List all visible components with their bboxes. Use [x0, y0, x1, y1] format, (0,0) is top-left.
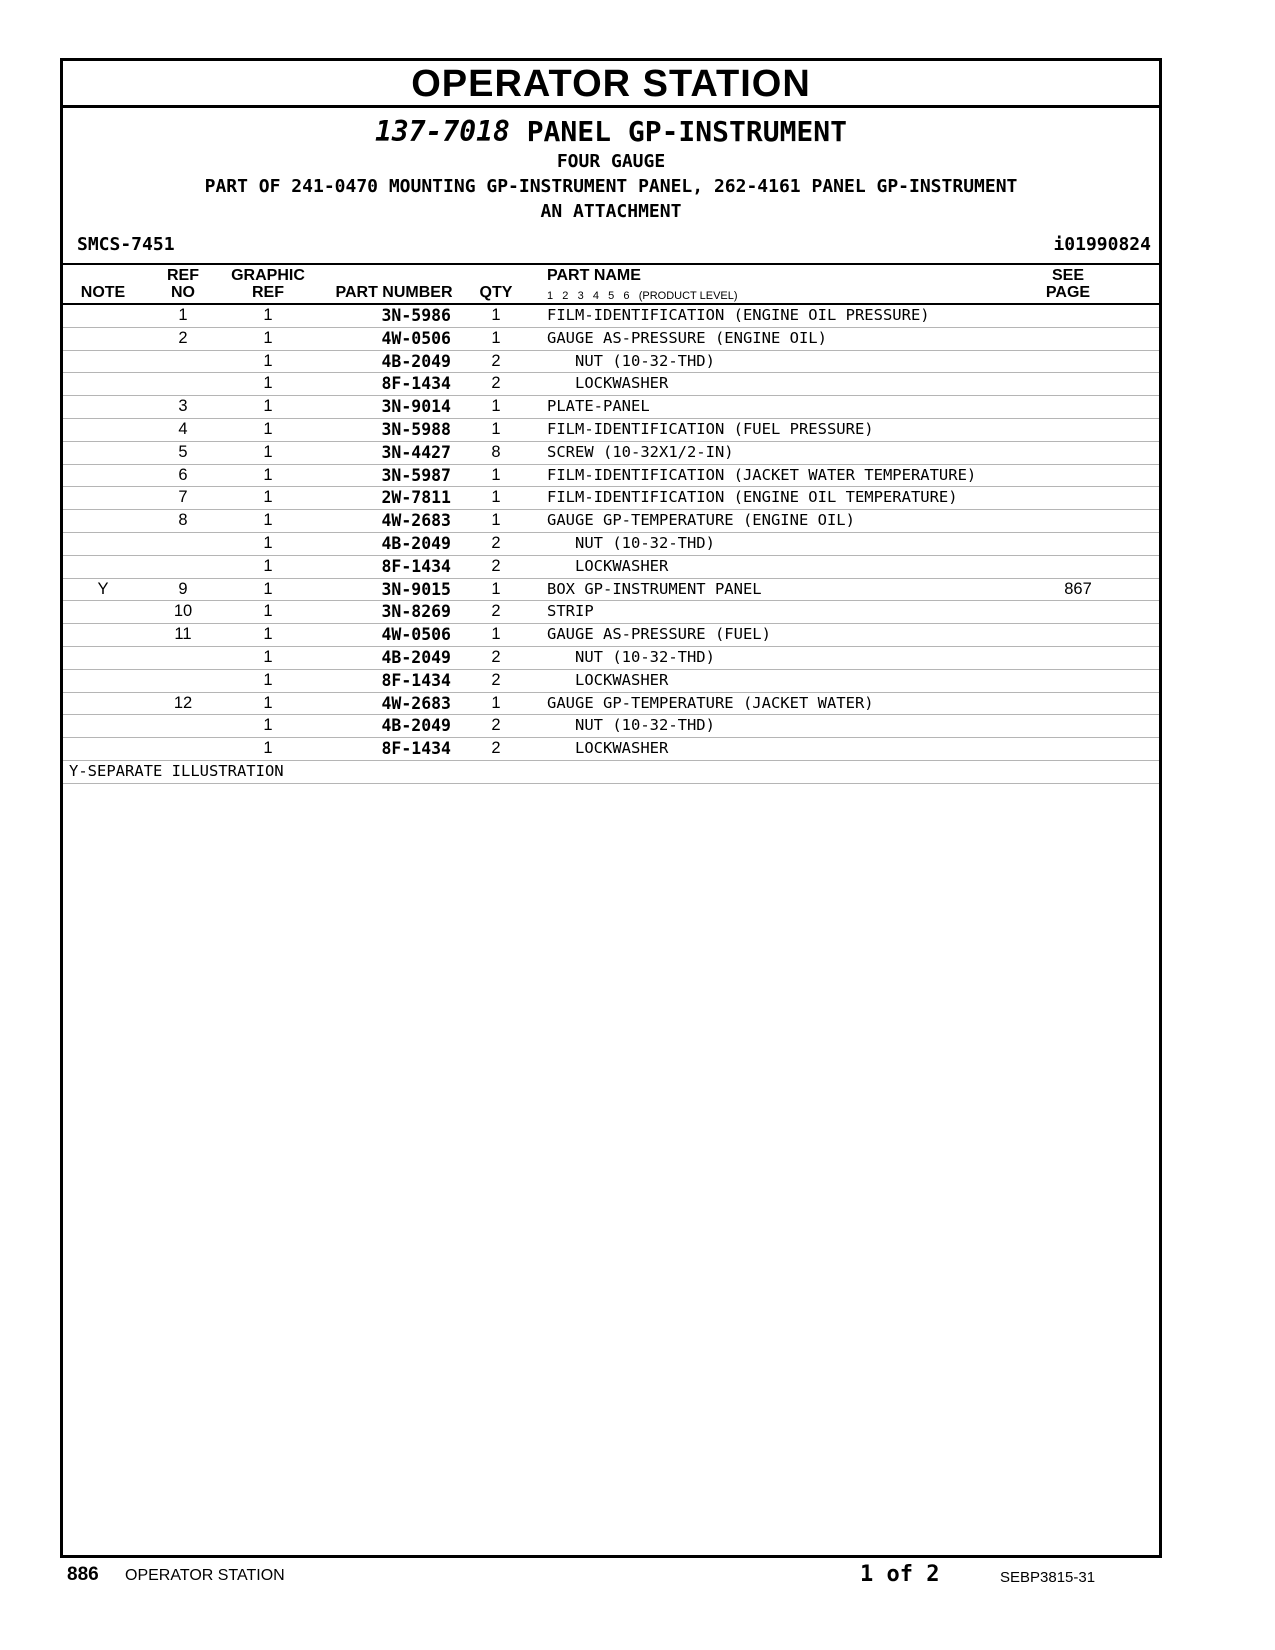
qty-cell: 1 [491, 465, 501, 484]
qty-cell: 2 [491, 716, 501, 735]
part-number-cell: 2W-7811 [381, 488, 451, 508]
col-graphic-ref-line1: GRAPHIC [231, 267, 305, 284]
graphic-ref-cell: 1 [263, 670, 273, 689]
qty-cell: 2 [491, 374, 501, 393]
part-name-cell: GAUGE AS-PRESSURE (FUEL) [547, 625, 771, 644]
part-name-cell: NUT (10-32-THD) [547, 716, 715, 735]
part-number-cell: 8F-1434 [381, 739, 451, 759]
product-levels: 1 2 3 4 5 6 (PRODUCT LEVEL) [547, 290, 738, 302]
col-part-name: PART NAME [547, 267, 641, 284]
table-row [63, 693, 1159, 716]
table-row [63, 715, 1159, 738]
table-row [63, 670, 1159, 693]
part-number-cell: 3N-9014 [381, 397, 451, 417]
part-number-cell: 3N-5988 [381, 419, 451, 439]
table-row [63, 465, 1159, 488]
page-frame [60, 58, 1162, 1558]
part-name-cell: FILM-IDENTIFICATION (ENGINE OIL PRESSURE) [547, 306, 930, 324]
graphic-ref-cell: 1 [263, 374, 273, 393]
parts-table [63, 305, 1159, 784]
graphic-ref-cell: 1 [263, 306, 273, 324]
part-number-cell: 3N-8269 [381, 602, 451, 622]
part-number-cell: 4B-2049 [381, 533, 451, 553]
col-ref-no-line1: REF [167, 267, 199, 284]
col-qty: QTY [479, 284, 513, 301]
col-graphic-ref [223, 267, 313, 301]
part-number-cell: 8F-1434 [381, 374, 451, 394]
qty-cell: 1 [491, 488, 501, 507]
graphic-ref-cell: 1 [263, 328, 273, 347]
part-name-cell: NUT (10-32-THD) [547, 647, 715, 666]
qty-cell: 8 [491, 442, 501, 461]
part-name-cell: FILM-IDENTIFICATION (JACKET WATER TEMPERATURE) [547, 465, 977, 484]
qty-cell: 1 [491, 306, 501, 324]
footer-section: OPERATOR STATION [125, 1567, 285, 1584]
ref-no-cell: 7 [178, 488, 188, 507]
table-row [63, 647, 1159, 670]
ref-no-cell: 9 [178, 579, 188, 598]
graphic-ref-cell: 1 [263, 442, 273, 461]
part-number-cell: 4B-2049 [381, 647, 451, 667]
graphic-ref-cell: 1 [263, 465, 273, 484]
graphic-ref-cell: 1 [263, 488, 273, 507]
ref-no-cell: 1 [178, 306, 188, 324]
table-row [63, 556, 1159, 579]
ref-no-cell: 3 [178, 397, 188, 416]
part-name-cell: BOX GP-INSTRUMENT PANEL [547, 579, 762, 598]
table-row [63, 373, 1159, 396]
qty-cell: 1 [491, 328, 501, 347]
part-number-cell: 4W-0506 [381, 625, 451, 645]
col-see-page-line1: SEE [1051, 267, 1084, 284]
table-row [63, 533, 1159, 556]
col-note: NOTE [80, 284, 126, 301]
graphic-ref-cell: 1 [263, 693, 273, 712]
ref-no-cell: 8 [178, 511, 188, 530]
ref-no-cell: 12 [173, 693, 193, 712]
part-number-cell: 4W-0506 [381, 328, 451, 348]
graphic-ref-cell: 1 [263, 351, 273, 370]
graphic-ref-cell: 1 [263, 556, 273, 575]
smcs-code: SMCS-7451 [77, 234, 175, 255]
part-title [63, 115, 1159, 149]
qty-cell: 1 [491, 579, 501, 598]
graphic-ref-cell: 1 [263, 647, 273, 666]
footer-page-number: 886 [67, 1564, 99, 1585]
part-name-cell: FILM-IDENTIFICATION (FUEL PRESSURE) [547, 419, 874, 438]
part-name-cell: STRIP [547, 602, 594, 621]
qty-cell: 1 [491, 419, 501, 438]
qty-cell: 2 [491, 647, 501, 666]
part-name-cell: FILM-IDENTIFICATION (ENGINE OIL TEMPERATURE) [547, 488, 958, 507]
ref-no-cell: 4 [178, 419, 188, 438]
part-title-text: PANEL GP-INSTRUMENT [526, 115, 847, 148]
qty-cell: 2 [491, 739, 501, 758]
qty-cell: 1 [491, 511, 501, 530]
ref-no-cell: 6 [178, 465, 188, 484]
part-number-cell: 8F-1434 [381, 556, 451, 576]
illustration-id: i01990824 [1053, 234, 1151, 255]
ref-no-cell: 5 [178, 442, 188, 461]
part-name-cell: NUT (10-32-THD) [547, 533, 715, 552]
part-name-cell: LOCKWASHER [547, 556, 669, 575]
table-row [63, 442, 1159, 465]
table-row [63, 738, 1159, 761]
footnote: Y-SEPARATE ILLUSTRATION [63, 761, 1159, 784]
col-see-page-line2: PAGE [1045, 284, 1091, 301]
graphic-ref-cell: 1 [263, 625, 273, 644]
part-number-cell: 3N-4427 [381, 442, 451, 462]
graphic-ref-cell: 1 [263, 419, 273, 438]
table-row [63, 601, 1159, 624]
part-of-line: PART OF 241-0470 MOUNTING GP-INSTRUMENT PANEL, 262-4161 PANEL GP-INSTRUMENT [204, 176, 1018, 197]
part-subtitle: FOUR GAUGE [556, 151, 666, 172]
part-name-cell: SCREW (10-32X1/2-IN) [547, 442, 734, 461]
part-name-cell: PLATE-PANEL [547, 397, 650, 416]
part-number-cell: 3N-5987 [381, 465, 451, 485]
table-row [63, 624, 1159, 647]
qty-cell: 2 [491, 533, 501, 552]
footer-page-of: 1 of 2 [860, 1562, 940, 1587]
section-title: OPERATOR STATION [63, 61, 1159, 108]
see-page-cell: 867 [1064, 579, 1092, 598]
graphic-ref-cell: 1 [263, 716, 273, 735]
table-row [63, 396, 1159, 419]
ref-no-cell: 11 [174, 625, 192, 644]
table-row [63, 487, 1159, 510]
graphic-ref-cell: 1 [263, 397, 273, 416]
part-heading [63, 115, 1159, 224]
table-row [63, 328, 1159, 351]
graphic-ref-cell: 1 [263, 533, 273, 552]
attachment-line: AN ATTACHMENT [540, 201, 682, 222]
ref-no-cell: 2 [178, 328, 188, 347]
table-row [63, 510, 1159, 533]
part-name-cell: NUT (10-32-THD) [547, 351, 715, 370]
col-ref-no-line2: NO [171, 284, 195, 301]
qty-cell: 2 [491, 556, 501, 575]
part-number-cell: 3N-5986 [381, 306, 451, 325]
qty-cell: 2 [491, 670, 501, 689]
part-number-cell: 4W-2683 [381, 693, 451, 713]
footer-document-id: SEBP3815-31 [1000, 1569, 1096, 1586]
part-number-cell: 4B-2049 [381, 351, 451, 371]
table-row [63, 419, 1159, 442]
table-row [63, 305, 1159, 328]
table-row [63, 579, 1159, 602]
part-name-cell: LOCKWASHER [547, 374, 669, 393]
qty-cell: 1 [491, 397, 501, 416]
part-name-cell: GAUGE GP-TEMPERATURE (JACKET WATER) [547, 693, 874, 712]
ref-no-cell: 10 [173, 602, 193, 621]
qty-cell: 1 [491, 625, 501, 644]
note-cell: Y [97, 579, 109, 598]
part-number-cell: 4B-2049 [381, 716, 451, 736]
col-graphic-ref-line2: REF [252, 284, 284, 301]
col-ref-no [153, 267, 213, 301]
part-name-cell: GAUGE AS-PRESSURE (ENGINE OIL) [547, 328, 827, 347]
part-number-cell: 3N-9015 [381, 579, 451, 599]
graphic-ref-cell: 1 [263, 602, 273, 621]
graphic-ref-cell: 1 [263, 511, 273, 530]
part-number-cell: 8F-1434 [381, 670, 451, 690]
col-see-page [1038, 267, 1098, 301]
part-number: 137-7018 [374, 115, 510, 148]
part-name-cell: GAUGE GP-TEMPERATURE (ENGINE OIL) [547, 511, 855, 530]
graphic-ref-cell: 1 [263, 579, 273, 598]
part-name-cell: LOCKWASHER [547, 739, 669, 758]
table-row [63, 351, 1159, 374]
part-number-cell: 4W-2683 [381, 511, 451, 531]
qty-cell: 2 [491, 351, 501, 370]
qty-cell: 2 [491, 602, 501, 621]
qty-cell: 1 [491, 693, 501, 712]
header-rule [63, 263, 1159, 265]
part-name-cell: LOCKWASHER [547, 670, 669, 689]
graphic-ref-cell: 1 [263, 739, 273, 758]
col-part-number: PART NUMBER [335, 284, 453, 301]
